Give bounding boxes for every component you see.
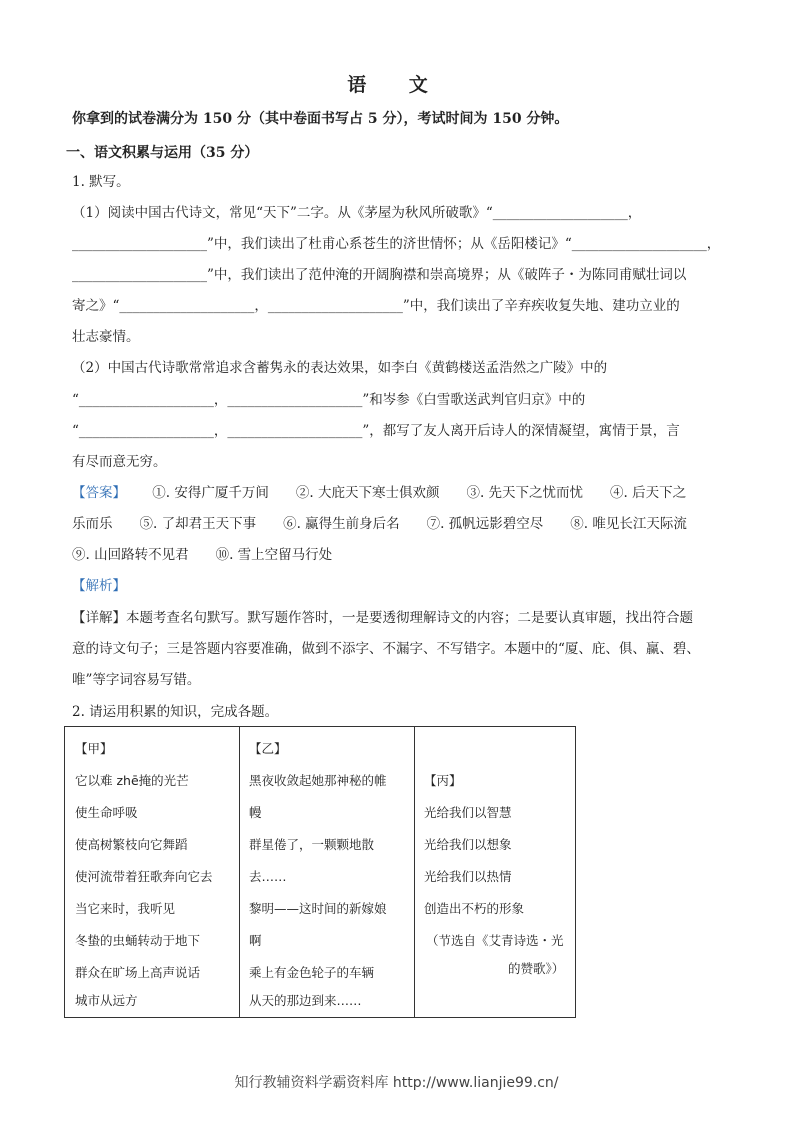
poem-line: 黑夜收敛起她那神秘的帷	[249, 773, 387, 788]
poem-label: 【丙】	[424, 773, 462, 788]
q1-p1-line: 寄之》“____________________，____________________”中，我们读出了辛弃疾收复失地、建功立业的	[72, 298, 680, 314]
q1-p2-line: （2）中国古代诗歌常常追求含蓄隽永的表达效果，如李白《黄鹤楼送孟浩然之广陵》中的	[72, 360, 608, 376]
poem-line: 使高树繁枝向它舞蹈	[75, 837, 188, 852]
poem-line: 当它来时，我听见	[75, 901, 176, 916]
poem-line: 创造出不朽的形象	[424, 901, 525, 916]
poem-line: 去……	[249, 869, 287, 884]
poem-line: 光给我们以想象	[424, 837, 512, 852]
section-heading: 一、语文积累与运用（35 分）	[66, 145, 259, 161]
answer-line: ⑨. 山回路转不见君 ⑩. 雪上空留马行处	[72, 547, 333, 563]
poem-line: 它以难 zhē掩的光芒	[75, 773, 189, 788]
footer-watermark: 知行教辅资料学霸资料库 http://www.lianjie99.cn/	[234, 1075, 559, 1091]
poem-column-yi	[239, 727, 415, 1017]
poem-line: 城市从远方	[75, 993, 138, 1008]
poem-source: （节选自《艾青诗选・光	[426, 933, 564, 948]
poem-line: 幔	[249, 805, 262, 820]
answer-tag: 【答案】	[72, 485, 126, 501]
answer-line: 乐而乐 ⑤. 了却君王天下事 ⑥. 赢得生前身后名 ⑦. 孤帆远影碧空尽 ⑧. 唯见长江天际流	[72, 516, 687, 532]
poem-line: 光给我们以智慧	[424, 805, 512, 820]
detail-line: 唯”等字词容易写错。	[72, 672, 201, 688]
poem-line: 群众在旷场上高声说话	[75, 965, 201, 980]
poem-column-jia	[65, 727, 240, 1017]
poem-line: 光给我们以热情	[424, 869, 512, 884]
poem-line: 黎明——这时间的新嫁娘	[249, 901, 387, 916]
exam-intro: 你拿到的试卷满分为 150 分（其中卷面书写占 5 分），考试时间为 150 分钟。	[72, 111, 569, 127]
poem-label: 【甲】	[75, 741, 113, 756]
poem-line: 乘上有金色轮子的车辆	[249, 965, 375, 980]
q1-p1-line: ____________________”中，我们读出了范仲淹的开阔胸襟和崇高境界；从《破阵子・为陈同甫赋壮词以	[72, 267, 687, 283]
poem-line: 使生命呼吸	[75, 805, 138, 820]
poem-line: 群星倦了，一颗颗地散	[249, 837, 375, 852]
poem-table	[64, 726, 576, 1018]
page-title: 语 文	[347, 74, 446, 96]
q1-p1-line: （1）阅读中国古代诗文，常见“天下”二字。从《茅屋为秋风所破歌》“____________________，	[72, 205, 642, 221]
question-1-head: 1. 默写。	[72, 174, 130, 190]
poem-source: 的赞歌》）	[508, 961, 565, 976]
poem-line: 啊	[249, 933, 262, 948]
q1-p1-line: 壮志豪情。	[72, 329, 140, 345]
q1-p2-line: “____________________，____________________”，都写了友人离开后诗人的深情凝望，寓情于景，言	[72, 423, 680, 439]
answer-line	[72, 483, 720, 503]
q1-p2-line: “____________________，____________________”和岑参《白雪歌送武判官归京》中的	[72, 392, 586, 408]
q1-p1-line: ____________________”中，我们读出了杜甫心系苍生的济世情怀；从《岳阳楼记》“____________________，	[72, 236, 721, 252]
analysis-tag: 【解析】	[72, 578, 126, 594]
question-2-head: 2. 请运用积累的知识，完成各题。	[72, 704, 279, 720]
answer-text: ①. 安得广厦千万间 ②. 大庇天下寒士俱欢颜 ③. 先天下之忧而忧 ④. 后天下之	[152, 485, 687, 501]
poem-line: 冬蛰的虫蛹转动于地下	[75, 933, 201, 948]
poem-column-bing	[414, 727, 576, 1017]
q1-p2-line: 有尽而意无穷。	[72, 454, 167, 470]
detail-line: 意的诗文句子；三是答题内容要准确，做到不添字、不漏字、不写错字。本题中的“厦、庇、俱、赢、碧、	[72, 641, 700, 657]
poem-line: 从天的那边到来……	[249, 993, 362, 1008]
detail-line: 【详解】本题考查名句默写。默写题作答时，一是要透彻理解诗文的内容；二是要认真审题，找出符合题	[72, 610, 693, 626]
poem-label: 【乙】	[249, 741, 287, 756]
poem-line: 使河流带着狂歌奔向它去	[75, 869, 213, 884]
